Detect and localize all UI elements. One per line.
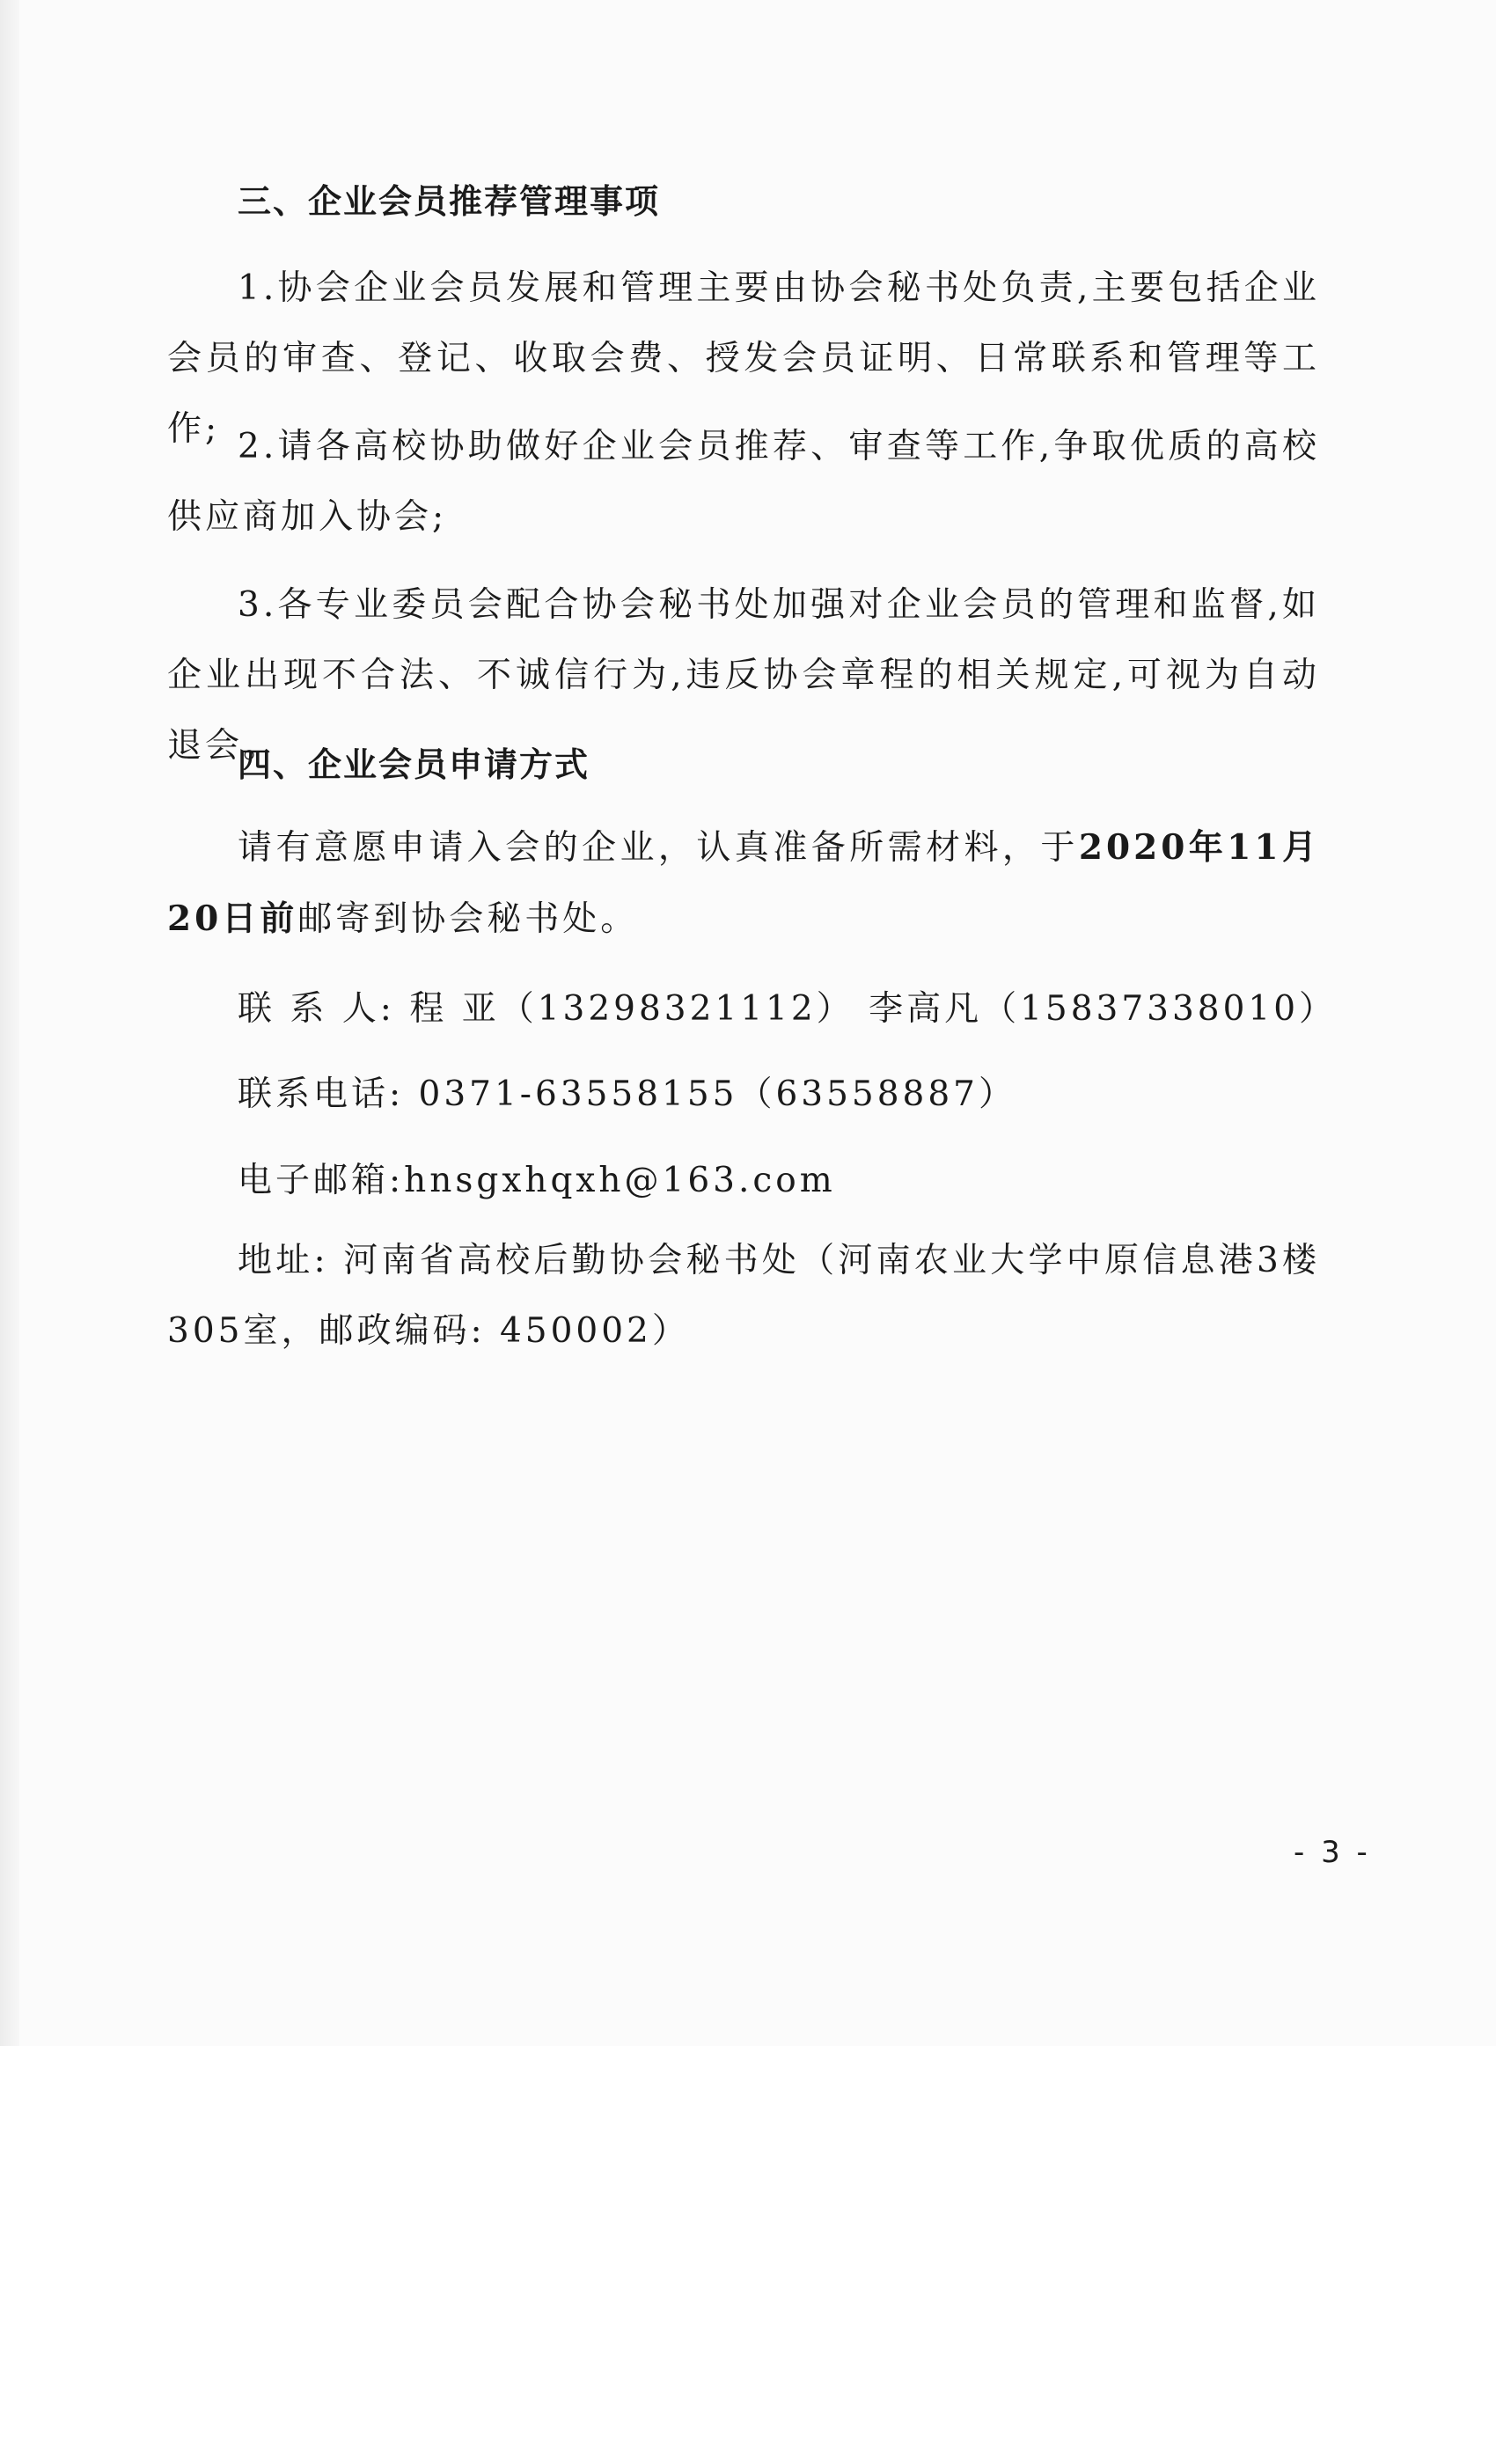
scan-edge-shadow [0,0,19,2046]
section-3-heading: 三、企业会员推荐管理事项 [238,182,661,221]
application-paragraph [167,812,1320,955]
application-deadline: 2020年11月20日前 [167,827,1320,939]
section-3-item-3: 3.各专业委员会配合协会秘书处加强对企业会员的管理和监督,如企业出现不合法、不诚信行为,违反协会章程的相关规定,可视为自动退会。 [167,585,1320,766]
contact-email: 电子邮箱:hnsgxhqxh@163.com [238,1161,836,1200]
contact-address: 地址: 河南省高校后勤协会秘书处（河南农业大学中原信息港3楼305室，邮政编码: 450002） [167,1241,1320,1351]
section-3-item-2: 2.请各高校协助做好企业会员推荐、审查等工作,争取优质的高校供应商加入协会; [167,427,1320,537]
contact-persons: 联 系 人: 程 亚（13298321112） 李高凡（15837338010） [238,989,1338,1029]
application-text-before: 请有意愿申请入会的企业，认真准备所需材料，于 [238,828,1079,868]
section-4-heading: 四、企业会员申请方式 [238,745,590,784]
application-text-after: 邮寄到协会秘书处。 [297,899,639,939]
page-number: - 3 - [1294,1835,1371,1870]
section-3-item-1: 1.协会企业会员发展和管理主要由协会秘书处负责,主要包括企业会员的审查、登记、收取会费、授发会员证明、日常联系和管理等工作; [167,268,1320,449]
contact-phone: 联系电话: 0371-63558155（63558887） [238,1074,1016,1114]
